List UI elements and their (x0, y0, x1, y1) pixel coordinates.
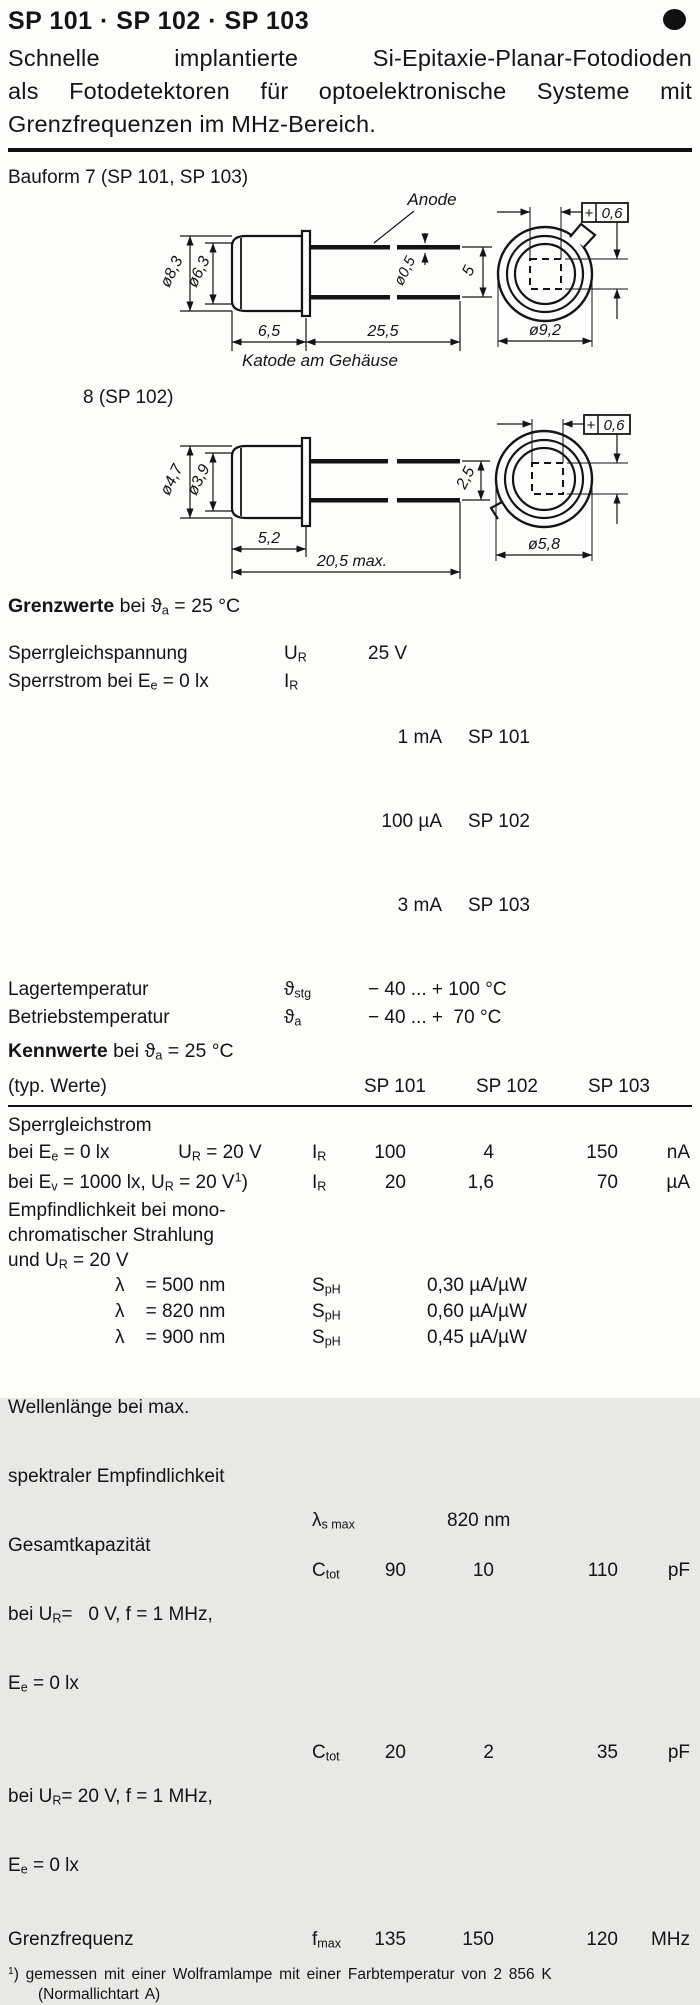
lead (310, 459, 388, 464)
footnote-line: $^1$) gemessen mit einer Wolframlampe mit einer Farbtemperatur von 2 856 K (8, 1965, 552, 1983)
dimension-label: ø5,8 (527, 535, 561, 553)
dimension-label: ø3,9 (184, 461, 214, 498)
value-item: 3 mA SP 103 (397, 894, 530, 916)
grenzwerte-heading: Grenzwerte bei $ϑ_a = 25$ °C (8, 594, 241, 617)
param-label: Sperrstrom bei $E_e = 0$ lx (8, 670, 209, 692)
value-sp101: 90 (384, 1559, 406, 1581)
table-row (8, 1168, 692, 1198)
table-row (8, 1740, 692, 1922)
param-label: bei $E_v = 1000$ lx, $U_R = 20$ $V^1$) (8, 1170, 248, 1193)
symbol: $f_{max}$ (312, 1928, 341, 1950)
value-item: 1 mA SP 101 (397, 726, 530, 748)
bauform8-technical-drawing (8, 409, 692, 591)
subtitle-line: Schnelle implantierte Si-Epitaxie-Planar-Fotodioden (8, 45, 692, 71)
bauform7-technical-drawing (8, 189, 692, 384)
table-row (8, 1558, 692, 1740)
value-sp101: 20 (384, 1741, 406, 1763)
dimension-label: ø6,3 (184, 253, 214, 290)
dimension-label: ø8,3 (157, 253, 187, 290)
column-note: (typ. Werte) (8, 1075, 107, 1097)
dimension-label: 5,2 (257, 529, 281, 547)
dimension-label: 2,5 (453, 463, 479, 492)
unit: pF (667, 1741, 690, 1763)
param-label: Wellenlänge bei max. spektraler Empfindlichkeit (8, 1396, 225, 1487)
tolerance-sign: + (584, 204, 594, 222)
table-row (8, 1004, 692, 1032)
value: 0,45 µA/µW (427, 1326, 528, 1348)
param-label: Lagertemperatur (8, 978, 149, 1000)
value-sp103: 120 (586, 1928, 618, 1950)
table-row (8, 1325, 692, 1351)
page-title: SP 101 · SP 102 · SP 103 (8, 7, 310, 35)
dimension-label: ø9,2 (528, 321, 562, 339)
value: 820 nm (447, 1509, 511, 1531)
group-label: Empfindlichkeit bei mono- chromatischer Strahlung und $U_R = 20$ V (8, 1199, 226, 1271)
param-label: Sperrgleichspannung (8, 642, 188, 664)
tolerance-sign: + (586, 416, 596, 434)
value-sp102: 1,6 (467, 1171, 494, 1193)
table-row (8, 1299, 692, 1325)
param-label: λ = 820 nm (115, 1300, 226, 1322)
param-label: λ = 500 nm (115, 1274, 226, 1296)
value-sp103: 110 (587, 1559, 618, 1581)
value-sp101: 20 (384, 1171, 406, 1193)
param-label: Grenzfrequenz (8, 1928, 134, 1950)
symbol: $I_R$ (312, 1171, 327, 1193)
dimension-label: ø0,5 (390, 253, 420, 288)
column-header: SP 101 (364, 1075, 426, 1097)
dimension-label: 6,5 (257, 322, 281, 340)
divider (8, 1105, 692, 1107)
lead (310, 295, 390, 300)
cathode-note: Katode am Gehäuse (242, 350, 398, 370)
dimension-label: 25,5 (367, 322, 399, 340)
value-sp103: 35 (596, 1741, 618, 1763)
unit: pF (667, 1559, 690, 1581)
value-sp102: 10 (472, 1559, 494, 1581)
table-row (8, 1138, 692, 1168)
value-sp101: 100 (374, 1141, 406, 1163)
param-label: Betriebstemperatur (8, 1006, 170, 1028)
grenzwerte-table (8, 640, 692, 1032)
value-sp102: 2 (483, 1741, 494, 1763)
value: 0,60 µA/µW (427, 1300, 528, 1322)
value-sp102: 150 (462, 1928, 494, 1950)
index-tab (570, 224, 595, 247)
table-row (8, 976, 692, 1004)
unit: MHz (650, 1928, 690, 1950)
table-row (8, 1926, 692, 1954)
value-sp101: 135 (374, 1928, 406, 1950)
anode-label: Anode (407, 189, 457, 209)
corner-dot-icon (663, 9, 686, 30)
bauform7-label: Bauform 7 (SP 101, SP 103) (8, 166, 249, 188)
value: 25 V (368, 642, 408, 664)
param-label: bei $U_R= 20$ V, f = 1 MHz, $E_e = 0$ lx (8, 1785, 213, 1876)
symbol: $S_{pH}$ (312, 1326, 341, 1348)
table-row (8, 1351, 692, 1533)
dimension-label: 5 (459, 262, 479, 279)
value: 0,30 µA/µW (427, 1274, 528, 1296)
symbol: $\lambda_{s max}$ (312, 1509, 355, 1531)
subtitle-line: Grenzfrequenzen im MHz-Bereich. (8, 111, 376, 137)
group-label: Gesamtkapazität (8, 1534, 151, 1556)
chip-outline (532, 463, 563, 494)
index-tab (491, 502, 508, 519)
value: − 40 ... + 70 °C (368, 1006, 502, 1028)
divider (8, 148, 692, 152)
param-label: λ = 900 nm (115, 1326, 226, 1348)
value-list (368, 668, 692, 976)
header (8, 6, 692, 36)
unit: nA (666, 1141, 690, 1163)
tolerance-value: 0,6 (601, 204, 623, 222)
symbol: $ϑ_{stg}$ (284, 978, 312, 1000)
value-sp103: 150 (586, 1141, 618, 1163)
column-header: SP 102 (476, 1075, 538, 1097)
kennwerte-heading: Kennwerte bei $ϑ_a = 25$ °C (8, 1039, 234, 1062)
footnote-line: (Normallichtart A) (38, 1985, 161, 2003)
bauform8-label: 8 (SP 102) (83, 386, 174, 408)
dimension-label: ø4,7 (157, 461, 187, 498)
column-header: SP 103 (588, 1075, 650, 1097)
symbol: $S_{pH}$ (312, 1274, 341, 1296)
symbol: $C_{tot}$ (312, 1741, 340, 1763)
symbol: $ϑ_a$ (284, 1006, 302, 1028)
unit: µA (666, 1171, 690, 1193)
symbol: $I_R$ (312, 1141, 327, 1163)
dimension-label: 20,5 max. (316, 552, 388, 570)
symbol: $U_R$ (284, 642, 307, 664)
param-label: bei $U_R= 0$ V, f = 1 MHz, $E_e = 0$ lx (8, 1603, 213, 1694)
symbol: $C_{tot}$ (312, 1559, 340, 1581)
tolerance-value: 0,6 (603, 416, 625, 434)
lead (310, 498, 388, 503)
symbol: $I_R$ (284, 670, 299, 692)
symbol: $S_{pH}$ (312, 1300, 341, 1322)
table-row (8, 668, 692, 976)
param-label: bei $E_e = 0$ lx $U_R = 20$ V (8, 1141, 262, 1163)
kennwerte-table (8, 1113, 692, 1954)
value: − 40 ... + 100 °C (368, 978, 507, 1000)
chip-outline (530, 259, 561, 289)
footnote (8, 1965, 692, 2005)
value-item: 100 µA SP 102 (381, 810, 530, 832)
table-row (8, 1273, 692, 1299)
value-sp102: 4 (483, 1141, 494, 1163)
lead (310, 245, 390, 250)
subtitle-line: als Fotodetektoren für optoelektronische Systeme mit (8, 78, 692, 104)
column-header-row (8, 1075, 692, 1099)
value-sp103: 70 (596, 1171, 618, 1193)
subtitle (8, 42, 692, 141)
group-label: Sperrgleichstrom (8, 1114, 152, 1136)
case-body (232, 446, 302, 518)
case-body (232, 236, 302, 311)
table-row (8, 640, 692, 668)
front-view-outer (496, 431, 592, 527)
